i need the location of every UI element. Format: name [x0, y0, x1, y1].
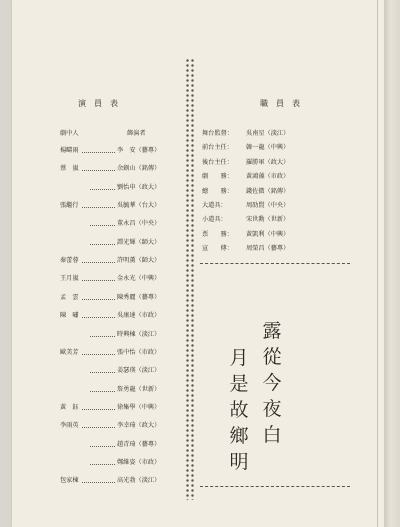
- staff-role: 小道具：: [202, 216, 227, 224]
- cast-row: [60, 163, 180, 175]
- cast-row: [60, 347, 180, 359]
- separator-top: [200, 263, 350, 264]
- cast-row: [60, 420, 180, 432]
- cast-actor: 詹勇龍（世新）: [117, 385, 161, 393]
- staff-row: [202, 243, 342, 255]
- poem-character: 露: [262, 320, 282, 342]
- leader-dots: [82, 402, 115, 410]
- cast-actor: 董永昌（中央）: [117, 220, 161, 228]
- staff-row: [202, 214, 342, 226]
- staff-row: [202, 157, 342, 169]
- page-edge: [384, 0, 400, 527]
- cast-row: [60, 200, 180, 212]
- staff-row: [202, 200, 342, 212]
- poem-character: 從: [262, 346, 282, 368]
- cast-role: 包家棟: [60, 477, 79, 485]
- staff-role: 總 務：: [202, 187, 233, 195]
- cast-header-row: [60, 128, 180, 140]
- staff-name: 羅勝軍（政大）: [246, 158, 290, 166]
- leader-dots: [90, 457, 115, 465]
- cast-actor: 趙青琦（藝專）: [117, 440, 161, 448]
- cast-row: [60, 182, 180, 194]
- leader-dots: [82, 163, 115, 171]
- leader-dots: [82, 145, 115, 153]
- poem-character: 故: [229, 399, 249, 421]
- cast-row: [60, 475, 180, 487]
- cast-actor: 姜瑟瑛（淡江）: [117, 367, 161, 375]
- staff-name: 韓一龍（中興）: [246, 144, 290, 152]
- cast-actor: 金永光（中興）: [117, 275, 161, 283]
- cast-header-role: 劇中人: [60, 130, 79, 137]
- leader-dots: [90, 237, 115, 245]
- poem-character: 明: [229, 451, 249, 473]
- cast-actor: 鄭維姿（市政）: [117, 458, 161, 466]
- staff-title: 職員表: [260, 99, 308, 108]
- leader-dots: [82, 273, 115, 281]
- cast-row: [60, 273, 180, 285]
- cast-actor: 李 安（藝專）: [117, 147, 161, 154]
- cast-role: 孟 雲: [60, 293, 79, 301]
- cast-role: 蔡 嵐: [60, 165, 79, 173]
- cast-role: 歐美芳: [60, 348, 79, 356]
- cast-role: 張繼行: [60, 202, 79, 210]
- staff-row: [202, 128, 342, 140]
- staff-role: 宣 傳：: [202, 245, 233, 253]
- staff-row: [202, 186, 342, 198]
- cast-actor: 徐集學（中興）: [117, 403, 161, 411]
- cast-row: [60, 365, 180, 377]
- cast-actor: 高光勃（淡江）: [117, 477, 161, 485]
- poem-character: 鄉: [229, 425, 249, 447]
- staff-role: 劇 務：: [202, 173, 233, 181]
- cast-actor: 吳康達（市政）: [117, 312, 161, 320]
- poem-character: 月: [229, 347, 249, 369]
- cast-row: [60, 384, 180, 396]
- poem-character: 是: [229, 373, 249, 395]
- cast-title: 演員表: [78, 99, 126, 108]
- poem-character: 夜: [262, 398, 282, 420]
- cast-row: [60, 402, 180, 414]
- cast-actor: 張中怡（市政）: [117, 348, 161, 356]
- staff-role: 前台主任：: [202, 144, 233, 152]
- leader-dots: [90, 218, 115, 226]
- cast-actor: 陳秀麗（藝專）: [117, 293, 161, 301]
- staff-name: 黃鴻藻（市政）: [246, 173, 290, 181]
- staff-name: 周榮昌（藝專）: [246, 245, 290, 253]
- cast-row: [60, 292, 180, 304]
- leader-dots: [82, 420, 115, 428]
- cast-role: 秦蕾蓉: [60, 257, 79, 265]
- staff-row: [202, 142, 342, 154]
- staff-name: 周劭賢（中央）: [246, 202, 290, 209]
- cast-actor: 譚光輝（師大）: [117, 238, 161, 246]
- cast-row: [60, 218, 180, 230]
- cast-actor: 劉怡申（政大）: [117, 183, 161, 191]
- leader-dots: [90, 182, 115, 190]
- cast-role: 李雨英: [60, 422, 79, 430]
- cast-role: 楊疇雨: [60, 147, 79, 154]
- cast-header-actor: 飾演者: [127, 130, 146, 137]
- cast-row: [60, 145, 180, 157]
- leader-dots: [82, 310, 115, 318]
- cast-role: 黃 鈺: [60, 403, 79, 411]
- separator-bottom: [200, 486, 350, 487]
- poem-right-column: [261, 318, 283, 448]
- staff-row: [202, 229, 342, 241]
- leader-dots: [90, 439, 115, 447]
- poem-character: 今: [262, 372, 282, 394]
- cast-row: [60, 439, 180, 451]
- staff-name: 吳南星（淡江）: [246, 130, 290, 137]
- leader-dots: [90, 329, 115, 337]
- cast-actor: 時興棟（淡江）: [117, 330, 161, 338]
- cast-row: [60, 329, 180, 341]
- cast-row: [60, 255, 180, 267]
- cast-row: [60, 457, 180, 469]
- fold-line: [377, 0, 378, 527]
- leader-dots: [82, 255, 115, 263]
- cast-row: [60, 237, 180, 249]
- staff-name: 宋世勳（世新）: [246, 216, 290, 224]
- staff-role: 後台主任：: [202, 158, 233, 166]
- staff-name: 黃凱利（中興）: [246, 230, 290, 238]
- cast-actor: 吳毓華（台大）: [117, 202, 161, 210]
- cast-actor: 李幸琦（政大）: [117, 422, 161, 430]
- cast-actor: 余劍山（銘傳）: [117, 165, 161, 173]
- staff-name: 錢佐微（銘傳）: [246, 187, 290, 195]
- leader-dots: [82, 475, 115, 483]
- staff-role: 票 務：: [202, 230, 233, 238]
- leader-dots: [82, 200, 115, 208]
- cast-row: [60, 310, 180, 322]
- poem-character: 白: [262, 424, 282, 446]
- leader-dots: [90, 365, 115, 373]
- dotted-divider: [185, 58, 195, 500]
- cast-role: 王月嵐: [60, 275, 79, 283]
- staff-role: 大道具：: [202, 202, 227, 209]
- leader-dots: [82, 292, 115, 300]
- cast-role: 陳 嘯: [60, 312, 79, 320]
- staff-row: [202, 171, 342, 183]
- staff-role: 舞台監督：: [202, 130, 233, 137]
- poem-left-column: [228, 345, 250, 475]
- leader-dots: [82, 347, 115, 355]
- cast-actor: 許明薰（師大）: [117, 257, 161, 265]
- leader-dots: [90, 384, 115, 392]
